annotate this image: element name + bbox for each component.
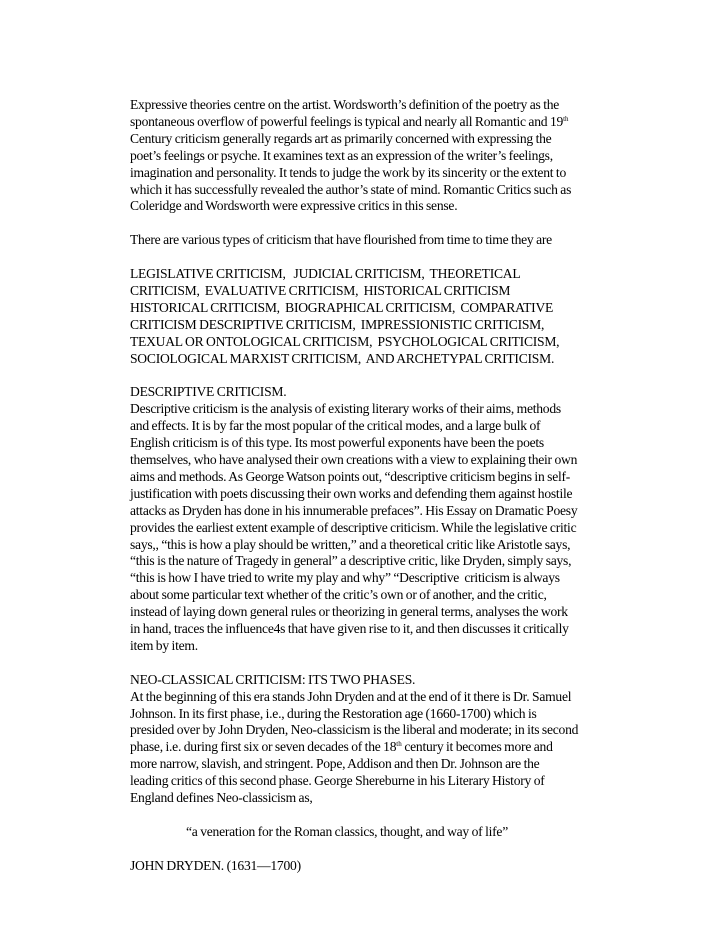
- text-line: themselves, who have analysed their own creations with a view to explaining their own: [130, 451, 578, 467]
- text-line: English criticism is of this type. Its most powerful exponents have been the poets: [130, 435, 544, 451]
- text-line: and effects. It is by far the most popular of the critical modes, and a large bulk of: [130, 418, 541, 434]
- text-line: says,, “this is how a play should be written,” and a theoretical critic like Aristotle says,: [130, 536, 571, 552]
- text-line: Expressive theories centre on the artist. Wordsworth’s definition of the poetry as the: [130, 97, 560, 112]
- section-heading-dryden: JOHN DRYDEN. (1631—1700): [130, 857, 301, 873]
- text-line: instead of laying down general rules or theorizing in general terms, analyses the work: [130, 604, 568, 620]
- text-line: which it has successfully revealed the author’s state of mind. Romantic Critics such as: [130, 181, 572, 197]
- text-line: poet’s feelings or psyche. It examines text as an expression of the writer’s feelings,: [130, 147, 553, 163]
- text-span: spontaneous overflow of powerful feelings is typical and nearly all Romantic and 19: [130, 113, 564, 129]
- text-line: At the beginning of this era stands John Dryden and at the end of it there is Dr. Samuel: [130, 688, 572, 704]
- section-heading: NEO-CLASSICAL CRITICISM: ITS TWO PHASES.: [130, 671, 416, 687]
- paragraph-types-intro: There are various types of criticism that have flourished from time to time they are: [130, 232, 552, 248]
- paragraph-spacer: [130, 249, 627, 266]
- paragraph-spacer: [130, 841, 627, 858]
- text-line: Johnson. In its first phase, i.e., during the Restoration age (1660-1700) which is: [130, 705, 537, 721]
- text-line: “this is the nature of Tragedy in general” a descriptive critic, like Dryden, simply says,: [130, 553, 572, 569]
- block-quote: “a veneration for the Roman classics, thought, and way of life”: [186, 823, 509, 839]
- document-body: [130, 97, 627, 875]
- text-line: aims and methods. As George Watson points out, “descriptive criticism begins in self-: [130, 468, 571, 484]
- criticism-types-list: [130, 266, 627, 367]
- superscript: th: [563, 114, 569, 123]
- text-line: leading critics of this second phase. George Shereburne in his Literary History of: [130, 773, 545, 789]
- paragraph-expressive-theories: [130, 97, 627, 215]
- section-heading: DESCRIPTIVE CRITICISM.: [130, 384, 287, 400]
- text-line: presided over by John Dryden, Neo-classicism is the liberal and moderate; in its second: [130, 722, 579, 738]
- text-line: LEGISLATIVE CRITICISM, JUDICIAL CRITICISM, THEORETICAL: [130, 266, 521, 282]
- text-line: Century criticism generally regards art as primarily concerned with expressing the: [130, 130, 552, 146]
- text-line: item by item.: [130, 637, 198, 653]
- text-line: [130, 114, 627, 131]
- text-span: phase, i.e. during first six or seven decades of the 18: [130, 739, 397, 755]
- paragraph-spacer: [130, 367, 627, 384]
- text-line: Descriptive criticism is the analysis of existing literary works of their aims, methods: [130, 401, 561, 417]
- text-line: HISTORICAL CRITICISM, BIOGRAPHICAL CRITICISM, COMPARATIVE: [130, 299, 554, 315]
- text-line: attacks as Dryden has done in his innumerable prefaces”. His Essay on Dramatic Poesy: [130, 502, 578, 518]
- text-line: CRITICISM, EVALUATIVE CRITICISM, HISTORICAL CRITICISM: [130, 282, 511, 298]
- text-line: England defines Neo-classicism as,: [130, 790, 313, 806]
- section-descriptive-criticism: [130, 384, 627, 655]
- text-line: [130, 739, 627, 756]
- text-line: in hand, traces the influence4s that have given rise to it, and then discusses it critically: [130, 621, 569, 637]
- paragraph-spacer: [130, 215, 627, 232]
- text-line: justification with poets discussing their own works and defending them against hostile: [130, 485, 573, 501]
- text-line: Coleridge and Wordsworth were expressive critics in this sense.: [130, 198, 458, 214]
- paragraph-spacer: [130, 807, 627, 824]
- text-line: imagination and personality. It tends to judge the work by its sincerity or the extent to: [130, 164, 566, 180]
- superscript: th: [396, 740, 402, 749]
- text-span: century it becomes more and: [401, 739, 553, 755]
- paragraph-spacer: [130, 655, 627, 672]
- text-line: TEXUAL OR ONTOLOGICAL CRITICISM, PSYCHOLOGICAL CRITICISM,: [130, 333, 560, 349]
- section-neo-classical-criticism: [130, 672, 627, 807]
- text-line: about some particular text whether of the critic’s own or of another, and the critic,: [130, 587, 547, 603]
- text-line: SOCIOLOGICAL MARXIST CRITICISM, AND ARCHETYPAL CRITICISM.: [130, 350, 555, 366]
- text-line: CRITICISM DESCRIPTIVE CRITICISM, IMPRESSIONISTIC CRITICISM,: [130, 316, 545, 332]
- text-line: “this is how I have tried to write my play and why” “Descriptive criticism is always: [130, 570, 560, 586]
- text-line: more narrow, slavish, and stringent. Pope, Addison and then Dr. Johnson are the: [130, 756, 540, 772]
- text-line: provides the earliest extent example of descriptive criticism. While the legislative critic: [130, 519, 577, 535]
